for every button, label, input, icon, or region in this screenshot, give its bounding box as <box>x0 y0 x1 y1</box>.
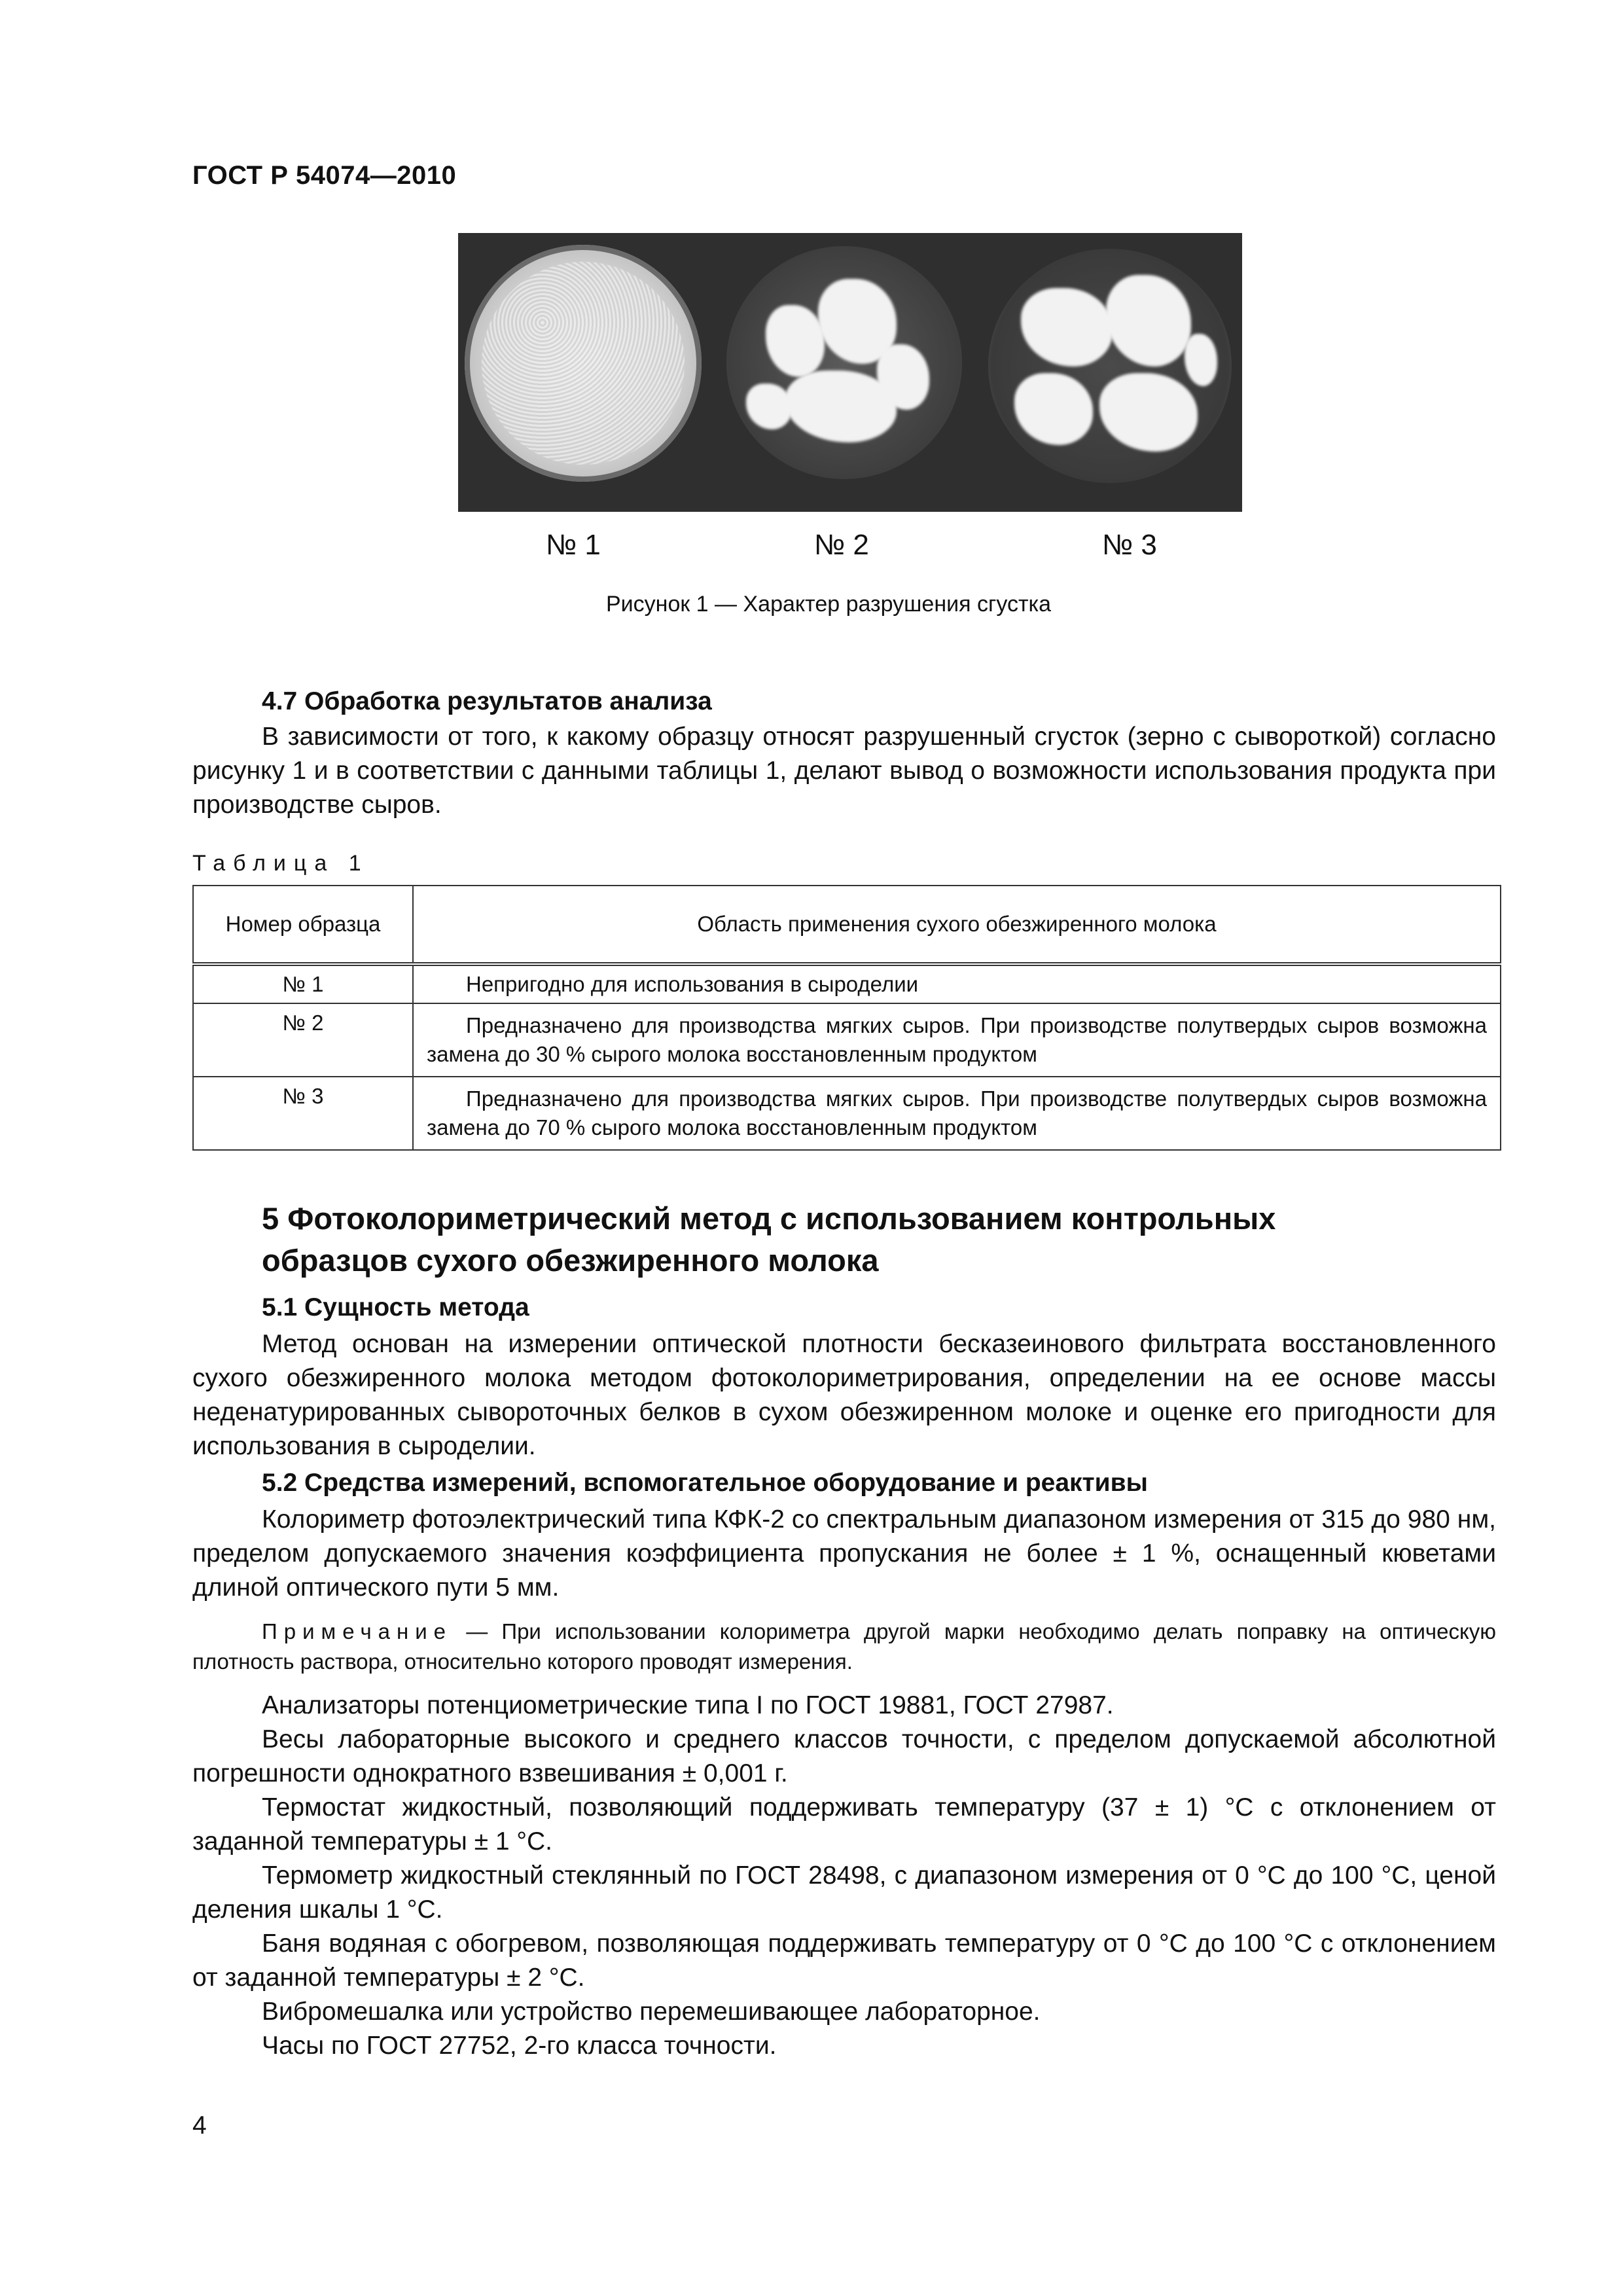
table-cell-application: Непригодно для использования в сыроделии <box>413 964 1501 1003</box>
heading-section-5-line-2: образцов сухого обезжиренного молока <box>262 1243 879 1278</box>
heading-5-1: 5.1 Сущность метода <box>262 1293 529 1321</box>
table-row <box>193 964 1501 1003</box>
table-header-sample: Номер образца <box>193 886 413 964</box>
paragraph-5-2-mixer: Вибромешалка или устройство перемешивающее лабораторное. <box>262 1998 1041 2026</box>
table-cell-sample: № 2 <box>193 1003 413 1077</box>
sample-dish-3 <box>988 249 1232 483</box>
document-header: ГОСТ Р 54074—2010 <box>192 161 457 190</box>
heading-5-2: 5.2 Средства измерений, вспомогательное оборудование и реактивы <box>262 1469 1148 1497</box>
table-cell-application: Предназначено для производства мягких сыров. При производстве полутвердых сыров возможна замена до 70 % сырого молока восстановленным продуктом <box>413 1077 1501 1150</box>
paragraph-4-7: В зависимости от того, к какому образцу относят разрушенный сгусток (зерно с сывороткой) согласно рисунку 1 и в соответствии с данными таблицы 1, делают вывод о возможности использования продукта при производстве сыров. <box>192 723 1496 819</box>
note <box>192 1617 1496 1677</box>
results-table <box>192 885 1501 1151</box>
table-row <box>193 1077 1501 1150</box>
sample-dish-2 <box>726 246 962 479</box>
figure-caption: Рисунок 1 — Характер разрушения сгустка <box>606 592 1052 617</box>
paragraph-5-2-scales: Весы лабораторные высокого и среднего классов точности, с пределом допускаемой абсолютной погрешности однократного взвешивания ± 0,001 г. <box>192 1725 1496 1787</box>
sample-dish-1 <box>465 245 702 482</box>
paragraph-5-2-thermometer: Термометр жидкостный стеклянный по ГОСТ 28498, с диапазоном измерения от 0 °С до 100 °С, ценой деления шкалы 1 °С. <box>192 1861 1496 1924</box>
paragraph-5-1: Метод основан на измерении оптической плотности бесказеинового фильтрата восстановленного сухого обезжиренного молока методом фотоколориметрирования, определении на ее основе массы неденатурированных сывороточных белков в сухом обезжиренном молоке и оценке его пригодности для использования в сыроделии. <box>192 1330 1496 1460</box>
figure-label-3: № 3 <box>1102 529 1157 561</box>
table-cell-application: Предназначено для производства мягких сыров. При производстве полутвердых сыров возможна замена до 30 % сырого молока восстановленным продуктом <box>413 1003 1501 1077</box>
paragraph-5-2-clock: Часы по ГОСТ 27752, 2-го класса точности. <box>262 2032 777 2060</box>
paragraph-5-2-water-bath: Баня водяная с обогревом, позволяющая поддерживать температуру от 0 °С до 100 °С с отклонением от заданной температуры ± 2 °С. <box>192 1929 1496 1992</box>
table-cell-sample: № 3 <box>193 1077 413 1150</box>
note-text: — При использовании колориметра другой марки необходимо делать поправку на оптическую плотность раствора, относительно которого проводят измерения. <box>192 1619 1496 1674</box>
table-header-application: Область применения сухого обезжиренного молока <box>413 886 1501 964</box>
figure-photo <box>458 233 1242 512</box>
heading-4-7: 4.7 Обработка результатов анализа <box>262 687 712 715</box>
table-row <box>193 1003 1501 1077</box>
note-label: Примечание <box>262 1619 453 1643</box>
paragraph-5-2-colorimeter: Колориметр фотоэлектрический типа КФК-2 со спектральным диапазоном измерения от 315 до 980 нм, пределом допускаемого значения коэффициента пропускания не более ± 1 %, оснащенный кюветами длиной оптического пути 5 мм. <box>192 1505 1496 1602</box>
table-header-row <box>193 886 1501 964</box>
heading-section-5 <box>262 1198 1275 1282</box>
figure-label-1: № 1 <box>546 529 601 561</box>
table-cell-sample: № 1 <box>193 964 413 1003</box>
paragraph-5-2-thermostat: Термостат жидкостный, позволяющий поддерживать температуру (37 ± 1) °С с отклонением от заданной температуры ± 1 °С. <box>192 1793 1496 1856</box>
paragraph-5-2-analyzers: Анализаторы потенциометрические типа I по ГОСТ 19881, ГОСТ 27987. <box>262 1691 1114 1719</box>
heading-section-5-line-1: 5 Фотоколориметрический метод с использованием контрольных <box>262 1201 1276 1236</box>
table-label: Таблица 1 <box>192 851 369 876</box>
figure-label-2: № 2 <box>814 529 869 561</box>
page-number: 4 <box>192 2111 207 2140</box>
